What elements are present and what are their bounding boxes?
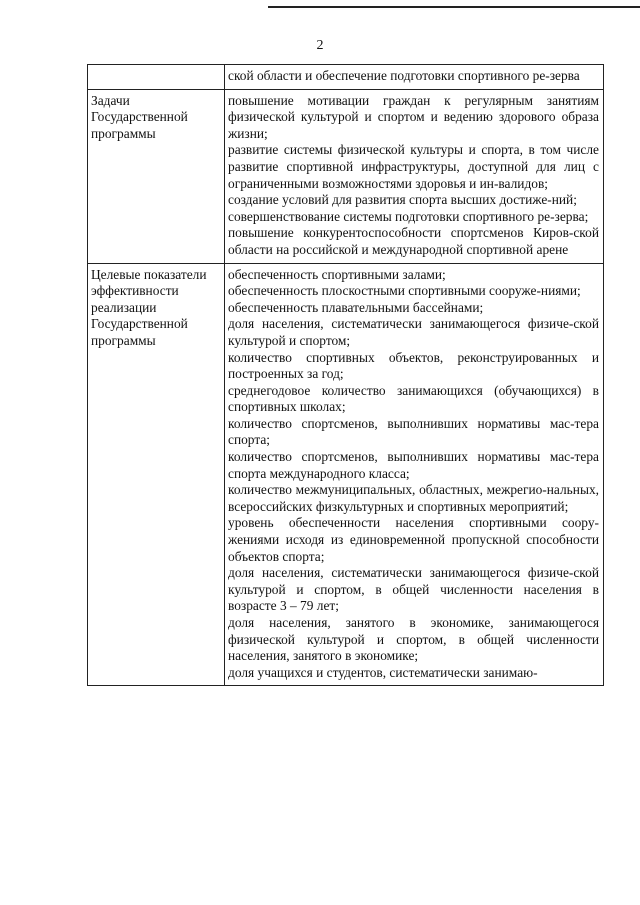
list-item: ской области и обеспечение подготовки спортивного ре-зерва bbox=[228, 68, 580, 83]
row-label-cell bbox=[88, 263, 225, 686]
row-content-cell bbox=[225, 89, 604, 263]
list-item: количество спортсменов, выполнивших нормативы мас-тера спорта международного класса; bbox=[228, 449, 599, 481]
row-label: Задачи Государственной программы bbox=[91, 92, 188, 141]
row-content-cell bbox=[225, 263, 604, 686]
list-item: обеспеченность плавательными бассейнами; bbox=[228, 299, 484, 315]
row-label-cell bbox=[88, 65, 225, 90]
list-item: обеспеченность плоскостными спортивными сооруже-ниями; bbox=[228, 283, 581, 299]
list-item: создание условий для развития спорта высших достиже-ний; bbox=[228, 192, 577, 208]
row-label-cell bbox=[88, 89, 225, 263]
list-item: среднегодовое количество занимающихся (обучающихся) в спортивных школах; bbox=[228, 382, 599, 415]
row-content-cell bbox=[225, 65, 604, 90]
list-item: обеспеченность спортивными залами; bbox=[228, 266, 446, 282]
list-item: количество спортивных объектов, реконструированных и построенных за год; bbox=[228, 349, 599, 382]
list-item: уровень обеспеченности населения спортивными соору-жениями исходя из единовременной пропускной способности объектов спорта; bbox=[228, 515, 599, 564]
list-item: доля населения, занятого в экономике, занимающегося физической культурой и спортом, в общей численности населения, занятого в экономике; bbox=[228, 615, 599, 664]
passport-table bbox=[87, 64, 604, 686]
list-item: количество межмуниципальных, областных, межрегио-нальных, всероссийских физкультурных и спортивных мероприятий; bbox=[228, 482, 599, 514]
list-item: повышение конкурентоспособности спортсменов Киров-ской области на российской и международной спортивной арене bbox=[228, 225, 599, 257]
list-item: развитие системы физической культуры и спорта, в том числе развитие спортивной инфраструктуры, доступной для лиц с ограниченными возможностями здоровья и ин-валидов; bbox=[228, 142, 599, 191]
list-item: повышение мотивации граждан к регулярным занятиям физической культурой и спортом и ведению здорового образа жизни; bbox=[228, 92, 599, 141]
row-label: Целевые показатели эффективности реализации Государственной программы bbox=[91, 266, 207, 348]
list-item: доля населения, систематически занимающегося физиче-ской культурой и спортом, в общей численности населения в возрасте 3 – 79 лет; bbox=[228, 565, 599, 614]
table-row bbox=[88, 263, 604, 686]
list-item: совершенствование системы подготовки спортивного ре-зерва; bbox=[228, 208, 589, 224]
table-row bbox=[88, 89, 604, 263]
top-rule bbox=[268, 6, 640, 8]
list-item: количество спортсменов, выполнивших нормативы мас-тера спорта; bbox=[228, 415, 599, 448]
list-item: доля населения, систематически занимающегося физиче-ской культурой и спортом; bbox=[228, 316, 599, 348]
page-number: 2 bbox=[316, 38, 324, 53]
list-item: доля учащихся и студентов, систематически занимаю- bbox=[228, 664, 538, 680]
table-row bbox=[88, 65, 604, 90]
